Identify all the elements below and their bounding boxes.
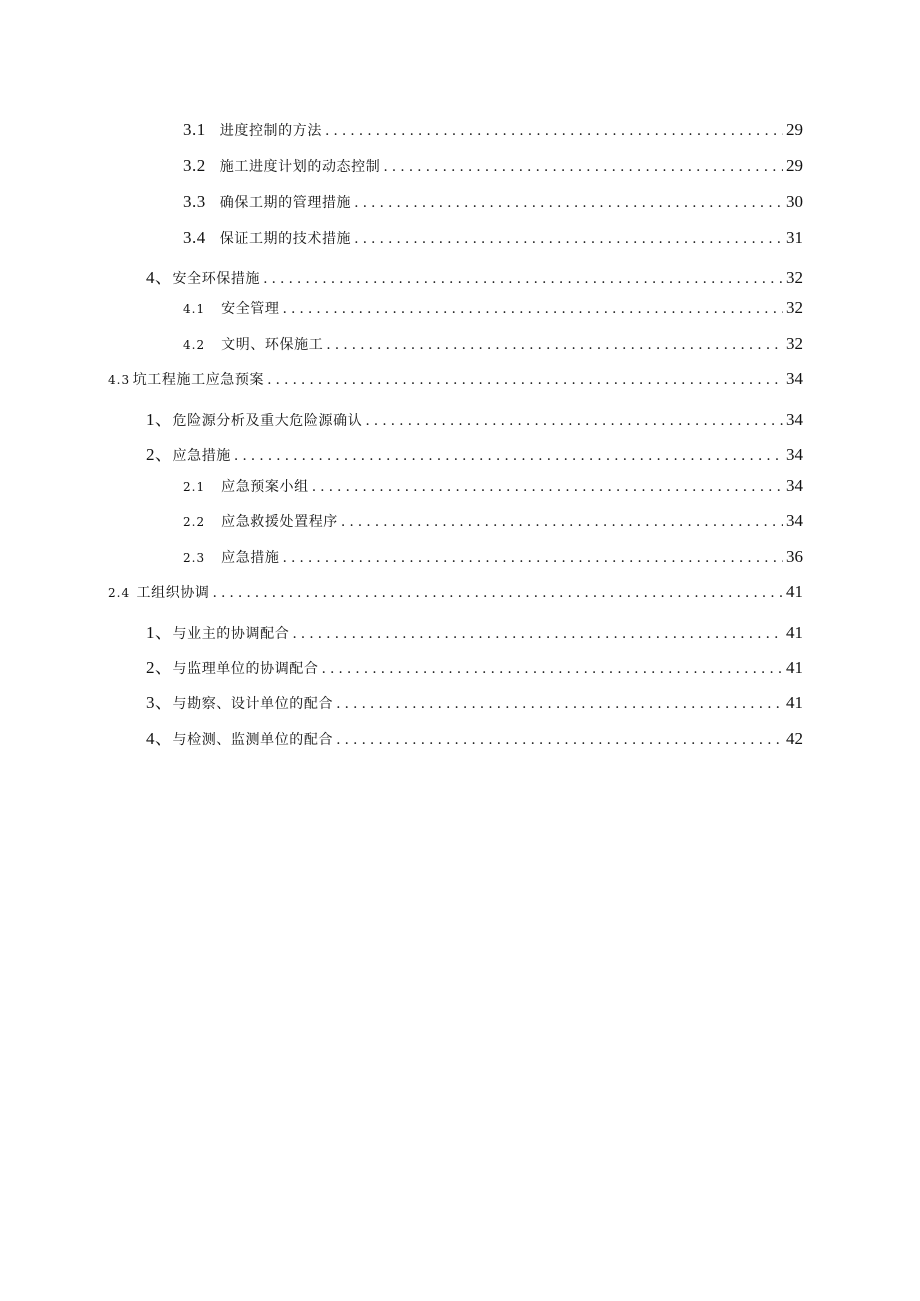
toc-entry-page: 34 xyxy=(786,369,803,388)
toc-entry-title: 安全管理 xyxy=(221,301,280,317)
toc-entry[interactable] xyxy=(183,334,803,358)
toc-leader-dots xyxy=(341,514,783,530)
toc-entry-page: 41 xyxy=(786,693,803,712)
toc-entry[interactable] xyxy=(146,440,803,464)
toc-leader-dots xyxy=(326,337,783,353)
toc-entry[interactable] xyxy=(183,298,803,322)
toc-entry-title: 危险源分析及重大危险源确认 xyxy=(172,413,363,429)
toc-leader-dots xyxy=(292,626,783,642)
toc-entry[interactable] xyxy=(183,120,803,144)
toc-entry-page: 30 xyxy=(786,192,803,211)
toc-entry[interactable] xyxy=(183,156,803,180)
toc-entry-page: 41 xyxy=(786,623,803,642)
toc-entry-number: 1、 xyxy=(146,623,173,642)
toc-entry-title: 与勘察、设计单位的配合 xyxy=(172,696,334,712)
toc-entry[interactable] xyxy=(146,688,803,712)
toc-entry[interactable] xyxy=(146,405,803,429)
toc-entry[interactable] xyxy=(183,228,803,252)
toc-entry-title: 应急救援处置程序 xyxy=(221,514,338,530)
toc-entry[interactable] xyxy=(146,618,803,642)
toc-leader-dots xyxy=(283,550,784,566)
toc-entry-title: 保证工期的技术措施 xyxy=(219,231,352,247)
toc-entry-number: 1、 xyxy=(146,410,173,429)
toc-leader-dots xyxy=(322,661,784,677)
toc-entry-page: 29 xyxy=(786,156,803,175)
toc-entry-number: 3.3 xyxy=(183,192,206,211)
toc-entry-page: 41 xyxy=(786,582,803,601)
toc-entry[interactable] xyxy=(183,547,803,571)
toc-entry-page: 34 xyxy=(786,445,803,464)
toc-entry-number: 3.2 xyxy=(183,156,206,175)
toc-entry-page: 32 xyxy=(786,334,803,353)
toc-entry-number: 2.3 xyxy=(183,551,206,565)
toc-entry-title: 应急预案小组 xyxy=(221,479,309,495)
toc-leader-dots xyxy=(383,159,783,175)
toc-entry-page: 29 xyxy=(786,120,803,139)
toc-entry-title: 坑工程施工应急预案 xyxy=(132,372,265,388)
toc-entry[interactable] xyxy=(183,476,803,500)
toc-entry-number: 4.3 xyxy=(108,373,131,387)
toc-leader-dots xyxy=(234,448,783,464)
toc-entry-page: 42 xyxy=(786,729,803,748)
toc-entry-page: 36 xyxy=(786,547,803,566)
toc-leader-dots xyxy=(267,372,783,388)
toc-leader-dots xyxy=(354,231,783,247)
toc-leader-dots xyxy=(312,479,783,495)
toc-leader-dots xyxy=(365,413,783,429)
toc-entry[interactable] xyxy=(183,192,803,216)
toc-entry-number: 3、 xyxy=(146,693,173,712)
toc-entry-title: 与监理单位的协调配合 xyxy=(172,661,319,677)
toc-entry-number: 2.4 xyxy=(108,586,131,600)
toc-entry-page: 34 xyxy=(786,511,803,530)
toc-entry[interactable] xyxy=(108,582,803,606)
toc-entry-title: 与业主的协调配合 xyxy=(172,626,290,642)
toc-entry-number: 4.2 xyxy=(183,338,206,352)
toc-entry-title: 进度控制的方法 xyxy=(219,123,322,139)
toc-entry-number: 4、 xyxy=(146,729,173,748)
toc-entry[interactable] xyxy=(183,511,803,535)
toc-entry[interactable] xyxy=(108,369,803,393)
toc-entry-number: 4.1 xyxy=(183,302,206,316)
toc-entry-number: 4、 xyxy=(146,268,173,287)
toc-leader-dots xyxy=(354,195,783,211)
toc-entry-number: 2、 xyxy=(146,445,173,464)
toc-entry-page: 32 xyxy=(786,268,803,287)
toc-entry-page: 31 xyxy=(786,228,803,247)
toc-entry-page: 34 xyxy=(786,410,803,429)
toc-entry[interactable] xyxy=(146,724,803,748)
toc-entry-page: 41 xyxy=(786,658,803,677)
toc-leader-dots xyxy=(283,301,784,317)
toc-entry-number: 2.1 xyxy=(183,480,206,494)
toc-leader-dots xyxy=(213,585,783,601)
toc-entry-number: 2.2 xyxy=(183,515,206,529)
toc-leader-dots xyxy=(336,696,783,712)
toc-entry-title: 应急措施 xyxy=(172,448,231,464)
toc-entry-title: 工组织协调 xyxy=(136,585,210,601)
toc-entry-page: 32 xyxy=(786,298,803,317)
toc-entry-number: 2、 xyxy=(146,658,173,677)
toc-entry-title: 与检测、监测单位的配合 xyxy=(172,732,334,748)
toc-leader-dots xyxy=(325,123,783,139)
toc-entry[interactable] xyxy=(146,263,803,287)
toc-entry[interactable] xyxy=(146,653,803,677)
toc-entry-title: 应急措施 xyxy=(221,550,280,566)
toc-entry-title: 安全环保措施 xyxy=(172,271,261,287)
toc-entry-page: 34 xyxy=(786,476,803,495)
toc-leader-dots xyxy=(336,732,783,748)
toc-entry-title: 施工进度计划的动态控制 xyxy=(219,159,381,175)
toc-leader-dots xyxy=(263,271,783,287)
toc-entry-title: 确保工期的管理措施 xyxy=(219,195,352,211)
toc-entry-number: 3.1 xyxy=(183,120,206,139)
toc-entry-number: 3.4 xyxy=(183,228,206,247)
toc-entry-title: 文明、环保施工 xyxy=(221,337,324,353)
